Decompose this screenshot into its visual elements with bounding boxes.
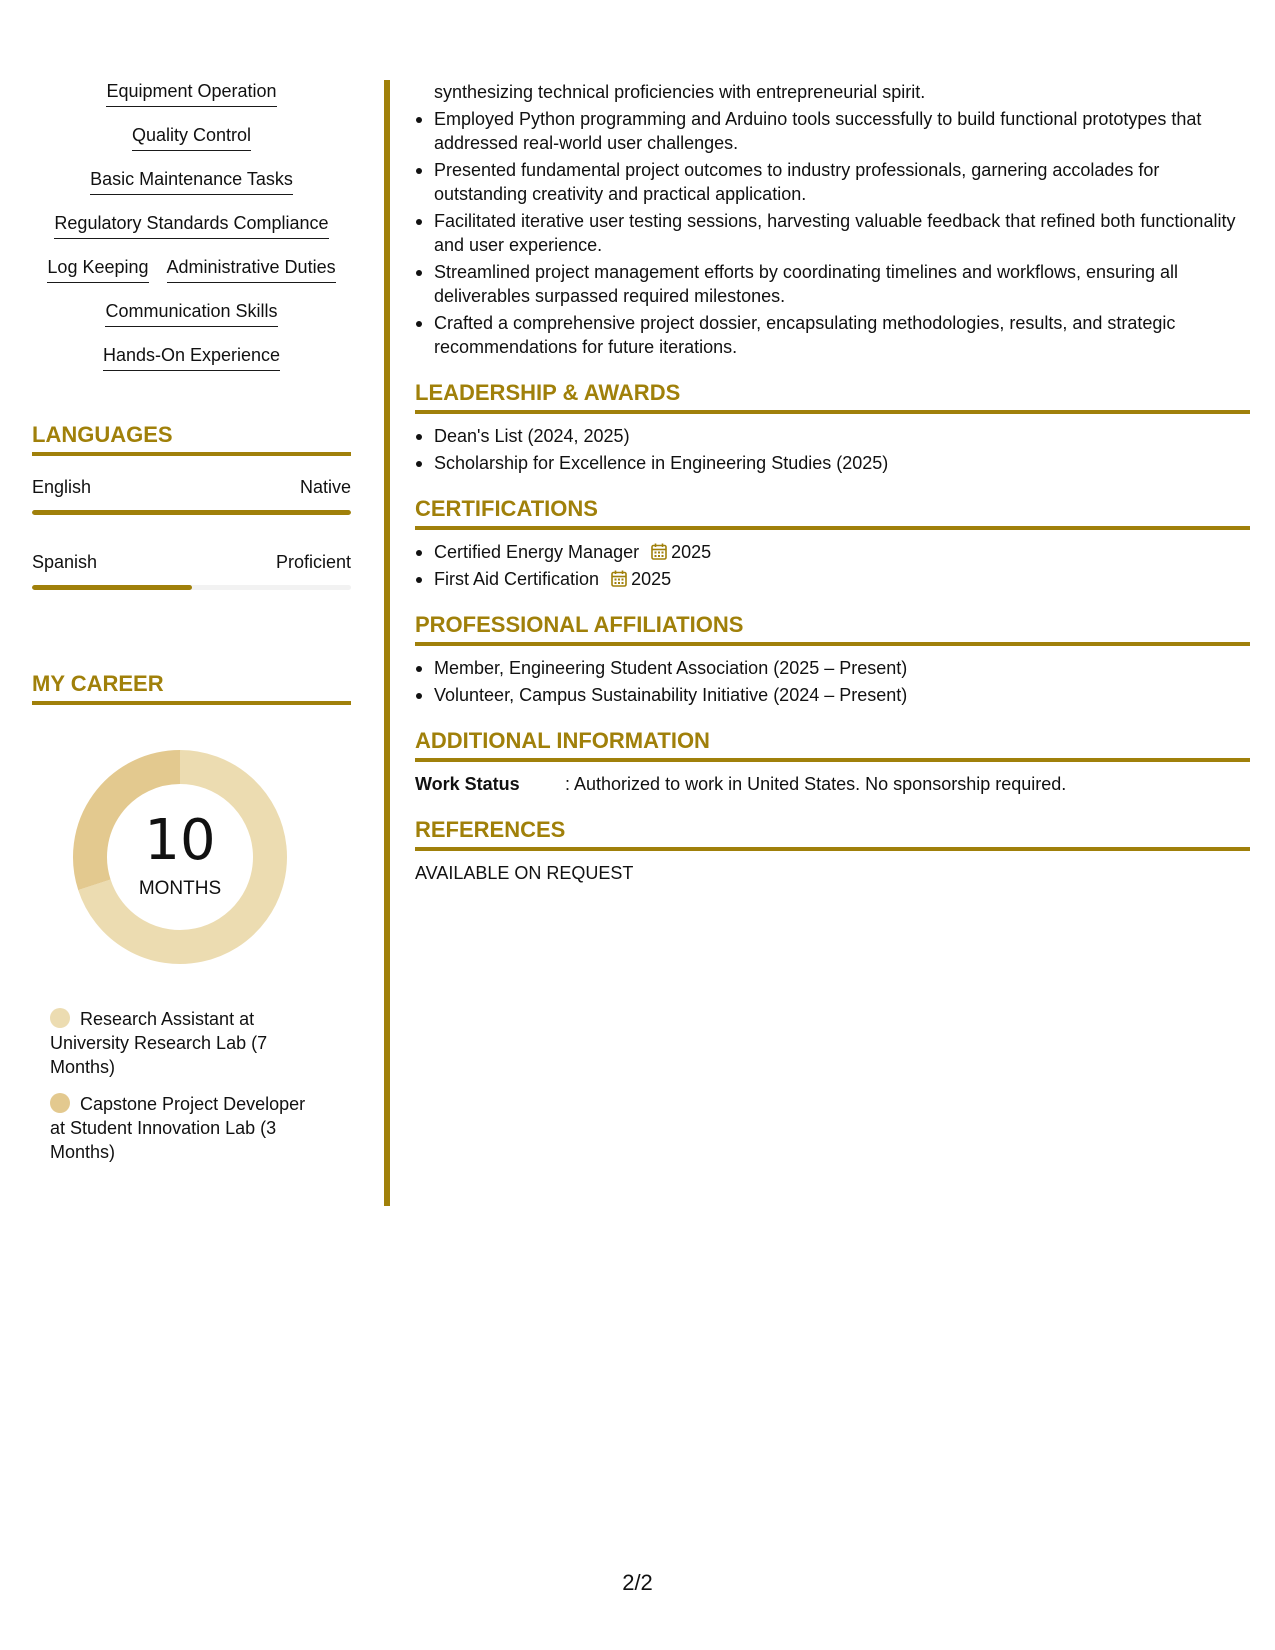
skill-row	[32, 168, 351, 195]
legend-dot	[50, 1093, 70, 1113]
legend-item	[50, 1092, 320, 1164]
language-bar	[32, 510, 351, 515]
skill-row	[32, 344, 351, 371]
skill-tag: Hands-On Experience	[103, 344, 280, 371]
right-column	[415, 80, 1250, 885]
languages-section	[32, 421, 351, 590]
certifications-heading: CERTIFICATIONS	[415, 495, 1250, 530]
skill-row	[32, 124, 351, 151]
page-number: 2/2	[622, 1570, 653, 1595]
work-status-row	[415, 772, 1250, 796]
references-section	[415, 816, 1250, 885]
language-bar-fill	[32, 585, 192, 590]
language-level: Proficient	[275, 552, 351, 572]
experience-bullet: Employed Python programming and Arduino tools successfully to build functional prototypes that addressed real-world user challenges.	[415, 107, 1250, 155]
skill-tag: Log Keeping	[47, 256, 148, 283]
skill-row	[32, 300, 351, 327]
affiliations-heading: PROFESSIONAL AFFILIATIONS	[415, 611, 1250, 646]
career-total-unit: MONTHS	[138, 878, 222, 899]
languages-heading: LANGUAGES	[32, 421, 351, 456]
donut-center	[66, 743, 294, 971]
skill-row	[32, 80, 351, 107]
work-status-value: : Authorized to work in United States. No sponsorship required.	[565, 774, 1067, 794]
certifications-list	[415, 540, 1250, 591]
language-bar	[32, 585, 351, 590]
certification-name: First Aid Certification	[434, 569, 600, 589]
additional-info-heading: ADDITIONAL INFORMATION	[415, 727, 1250, 762]
leadership-heading: LEADERSHIP & AWARDS	[415, 379, 1250, 414]
legend-dot	[50, 1008, 70, 1028]
column-divider	[384, 80, 390, 1206]
leadership-list	[415, 424, 1250, 475]
experience-continuation: synthesizing technical proficiencies with entrepreneurial spirit.	[434, 82, 926, 102]
leadership-item: Scholarship for Excellence in Engineering Studies (2025)	[415, 451, 1250, 475]
experience-bullet: Crafted a comprehensive project dossier, encapsulating methodologies, results, and strategic recommendations for future iterations.	[415, 311, 1250, 359]
skill-tag: Quality Control	[132, 124, 251, 151]
career-legend	[50, 1007, 320, 1164]
additional-info-section	[415, 727, 1250, 796]
skill-row	[32, 212, 351, 239]
experience-section	[415, 80, 1250, 359]
left-column	[32, 80, 351, 1177]
legend-item	[50, 1007, 320, 1079]
leadership-section	[415, 379, 1250, 475]
experience-bullet: Facilitated iterative user testing sessions, harvesting valuable feedback that refined both functionality and user experience.	[415, 209, 1250, 257]
career-donut-chart	[66, 743, 294, 971]
skills-list	[32, 80, 351, 371]
calendar-icon	[611, 570, 627, 587]
language-level: Native	[299, 477, 351, 497]
experience-bullet: Presented fundamental project outcomes to industry professionals, garnering accolades for outstanding creativity and practical application.	[415, 158, 1250, 206]
certification-year: 2025	[671, 542, 712, 562]
experience-bullets	[415, 107, 1250, 359]
work-status-label: Work Status	[415, 774, 520, 794]
leadership-item: Dean's List (2024, 2025)	[415, 424, 1250, 448]
skill-tag: Regulatory Standards Compliance	[54, 212, 328, 239]
legend-label: Capstone Project Developer at Student Innovation Lab (3 Months)	[50, 1094, 306, 1162]
languages-list	[32, 476, 351, 590]
certifications-section	[415, 495, 1250, 591]
career-section	[32, 670, 351, 1164]
skill-row	[32, 256, 351, 283]
certification-item	[415, 540, 1250, 564]
certification-year: 2025	[631, 569, 672, 589]
career-total-number: 10	[144, 808, 216, 873]
language-item	[32, 476, 351, 515]
certification-name: Certified Energy Manager	[434, 542, 640, 562]
language-item	[32, 551, 351, 590]
affiliation-item: Member, Engineering Student Association (2025 – Present)	[415, 656, 1250, 680]
skill-tag: Basic Maintenance Tasks	[90, 168, 293, 195]
career-heading: MY CAREER	[32, 670, 351, 705]
language-name: English	[32, 477, 92, 497]
language-row	[32, 476, 351, 498]
affiliations-section	[415, 611, 1250, 707]
language-row	[32, 551, 351, 573]
references-text: AVAILABLE ON REQUEST	[415, 863, 634, 883]
experience-bullet: Streamlined project management efforts by coordinating timelines and workflows, ensuring all deliverables surpassed required milestones.	[415, 260, 1250, 308]
affiliations-list	[415, 656, 1250, 707]
legend-label: Research Assistant at University Research Lab (7 Months)	[50, 1009, 268, 1077]
language-bar-fill	[32, 510, 351, 515]
calendar-icon	[651, 543, 667, 560]
references-heading: REFERENCES	[415, 816, 1250, 851]
certification-item	[415, 567, 1250, 591]
skill-tag: Administrative Duties	[167, 256, 336, 283]
skill-tag: Equipment Operation	[106, 80, 276, 107]
skill-tag: Communication Skills	[105, 300, 277, 327]
affiliation-item: Volunteer, Campus Sustainability Initiative (2024 – Present)	[415, 683, 1250, 707]
language-name: Spanish	[32, 552, 98, 572]
